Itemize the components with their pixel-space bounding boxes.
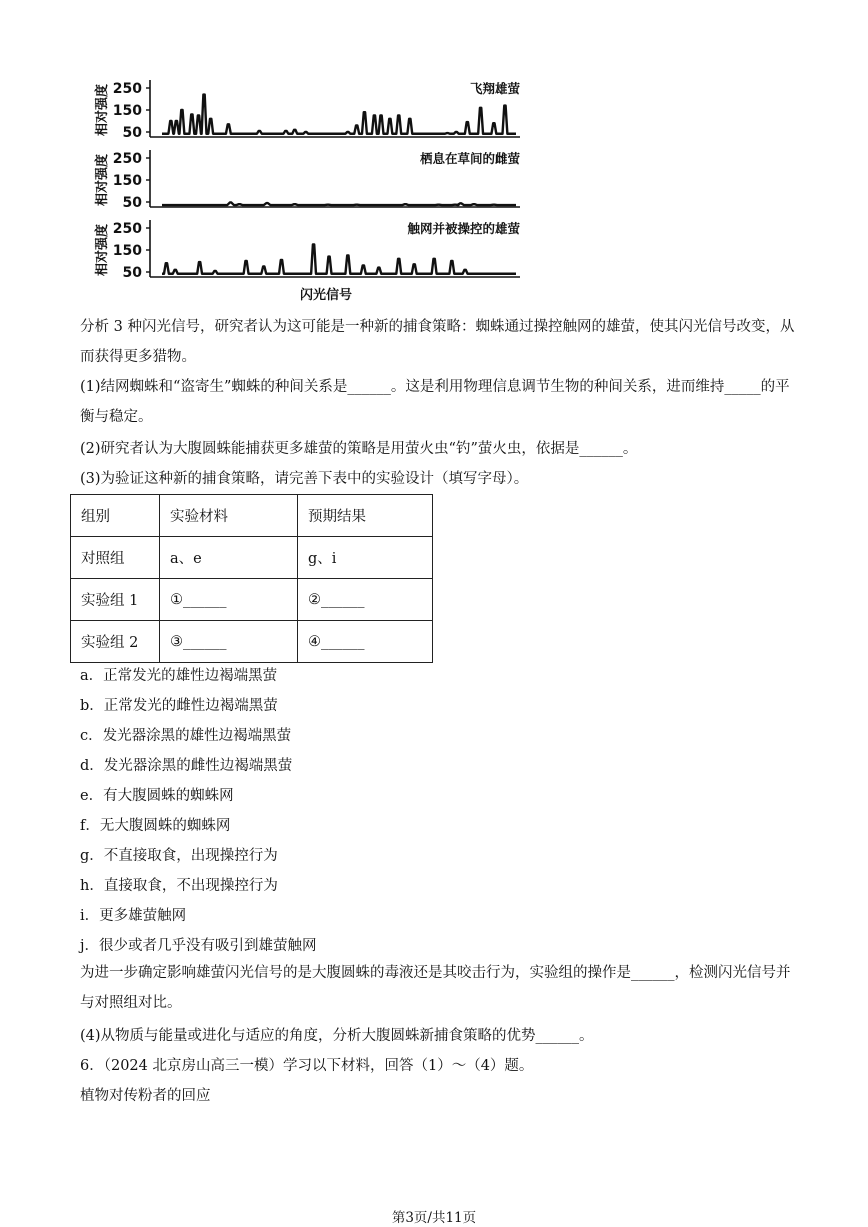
x-axis-label: 闪光信号 [299, 288, 353, 303]
option-i: i．更多雄萤触网 [80, 908, 187, 924]
option-a: a．正常发光的雄性边褐端黑萤 [80, 668, 278, 684]
y-axis-label: 相对强度 [95, 223, 110, 277]
table-cell: ④______ [298, 621, 433, 663]
page-footer: 第3页/共11页 [391, 1210, 477, 1226]
panel-title: 飞翔雄萤 [469, 81, 520, 96]
option-c: c．发光器涂黑的雄性边褐端黑萤 [80, 728, 292, 744]
table-cell: 实验组 1 [71, 579, 160, 621]
flash-signal-figure [88, 70, 538, 305]
y-tick-label: 250 [112, 81, 142, 97]
question-6-heading: 6．（2024 北京房山高三一模）学习以下材料，回答（1）～（4）题。 [80, 1058, 534, 1074]
signal-trace [162, 245, 516, 274]
experiment-table [70, 494, 433, 663]
table-cell: 对照组 [71, 537, 160, 579]
y-axis-label: 相对强度 [95, 83, 110, 137]
table-header-row [71, 495, 433, 537]
table-header-cell: 组别 [71, 495, 160, 537]
question-2: (2)研究者认为大腹圆蛛能捕获更多雄萤的策略是用萤火虫“钓”萤火虫，依据是______。 [80, 441, 638, 457]
y-tick-label: 250 [112, 151, 142, 167]
signal-trace [162, 95, 516, 134]
y-tick-label: 50 [122, 195, 142, 211]
table-cell: a、e [160, 537, 298, 579]
question-3: (3)为验证这种新的捕食策略，请完善下表中的实验设计（填写字母）。 [80, 471, 529, 487]
question-1: (1)结网蜘蛛和“盗寄生”蜘蛛的种间关系是______。这是利用物理信息调节生物的种间关系，进而维持_____的平衡与稳定。 [80, 379, 790, 425]
table-row [71, 621, 433, 663]
table-header-cell: 实验材料 [160, 495, 298, 537]
option-g: g．不直接取食，出现操控行为 [80, 848, 278, 864]
y-tick-label: 250 [112, 221, 142, 237]
y-axis-label: 相对强度 [95, 153, 110, 207]
signal-trace [162, 202, 516, 205]
option-h: h．直接取食，不出现操控行为 [80, 878, 278, 894]
table-row [71, 537, 433, 579]
table-cell: ③______ [160, 621, 298, 663]
y-tick-label: 150 [112, 243, 142, 259]
analysis-paragraph: 分析 3 种闪光信号，研究者认为这可能是一种新的捕食策略：蜘蛛通过操控触网的雄萤，使其闪光信号改变，从而获得更多猎物。 [80, 319, 795, 365]
y-tick-label: 150 [112, 173, 142, 189]
option-b: b．正常发光的雌性边褐端黑萤 [80, 698, 278, 714]
table-header-cell: 预期结果 [298, 495, 433, 537]
table-cell: ②______ [298, 579, 433, 621]
material-title: 植物对传粉者的回应 [80, 1088, 211, 1104]
table-cell: ①______ [160, 579, 298, 621]
option-d: d．发光器涂黑的雌性边褐端黑萤 [80, 758, 293, 774]
y-tick-label: 50 [122, 125, 142, 141]
option-j: j．很少或者几乎没有吸引到雄萤触网 [80, 938, 317, 954]
panel-title: 触网并被操控的雄萤 [407, 221, 520, 236]
option-e: e．有大腹圆蛛的蜘蛛网 [80, 788, 234, 804]
followup-paragraph: 为进一步确定影响雄萤闪光信号的是大腹圆蛛的毒液还是其咬击行为，实验组的操作是______，检测闪光信号并与对照组对比。 [80, 965, 791, 1011]
y-tick-label: 50 [122, 265, 142, 281]
y-tick-label: 150 [112, 103, 142, 119]
question-4: (4)从物质与能量或进化与适应的角度，分析大腹圆蛛新捕食策略的优势______。 [80, 1028, 594, 1044]
option-f: f．无大腹圆蛛的蜘蛛网 [80, 818, 231, 834]
table-row [71, 579, 433, 621]
table-cell: g、i [298, 537, 433, 579]
panel-title: 栖息在草间的雌萤 [419, 151, 520, 166]
table-cell: 实验组 2 [71, 621, 160, 663]
